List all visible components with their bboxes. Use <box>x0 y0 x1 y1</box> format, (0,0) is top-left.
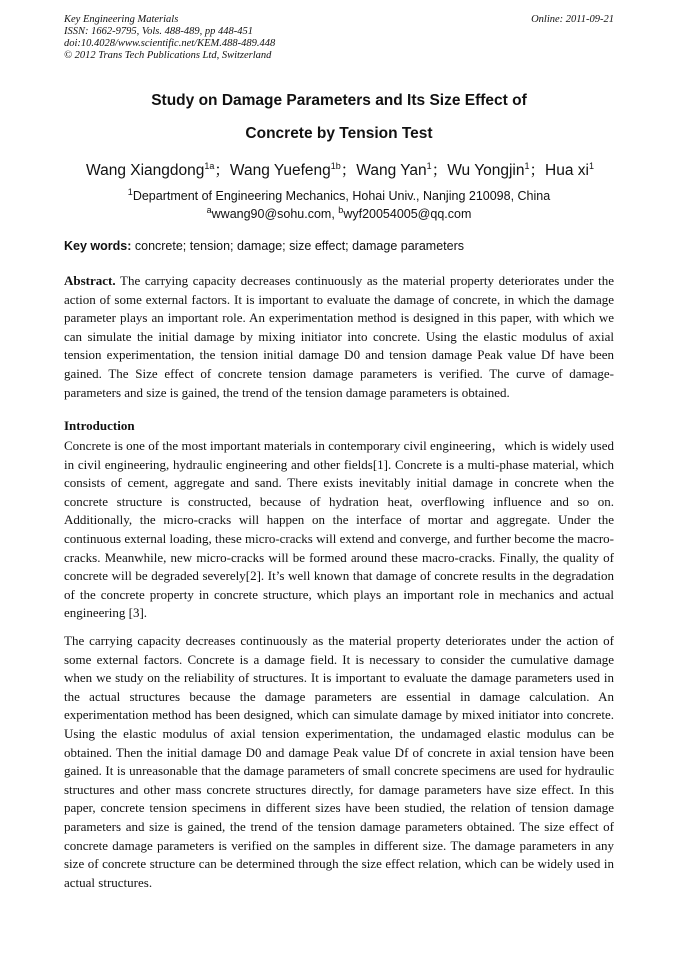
doi-line[interactable]: doi:10.4028/www.scientific.net/KEM.488-489.448 <box>64 38 276 49</box>
paper-title-line-2: Concrete by Tension Test <box>245 125 433 142</box>
online-date: Online: 2011-09-21 <box>531 14 614 25</box>
author-separator: ； <box>431 162 448 179</box>
introduction-paragraph-2: The carrying capacity decreases continuously as the material property deteriorates under the action of some external factors. Concrete is a damage field. It is necessary to consider the cumulative damage when we study on the reliability of structures. It is important to evaluate the damage parameters used in the actual structures because the damage parameters are essential in damage calculation. An experimentation method has been designed, which can simulate damage by mixed initiator into concrete. Using the elastic modulus of axial tension experimentation, the undamaged elastic modulus can be obtained. Then the initial damage D0 and damage Peak value Df of concrete in axial tension have been gained. It is unreasonable that the damage parameters of small concrete specimens are used for hydraulic structures and other mass concrete structures directly, for damage parameters have size effect. In this paper, concrete tension specimens in different sizes have been studied, the relation of tension damage parameters and size is gained, the trend of the tension damage parameters obtained. The size effect of concrete damage parameters is verified on the samples in different size. The damage parameters in any size of concrete structure can be determined through the size effect relation, which can be widely used in actual structures. <box>64 633 614 890</box>
journal-header <box>64 14 275 62</box>
author-separator: ； <box>340 162 357 179</box>
author-name: Wang Xiangdong <box>86 162 205 179</box>
affiliation-text: Department of Engineering Mechanics, Hohai Univ., Nanjing 210098, China <box>132 189 551 203</box>
author-separator: ； <box>214 162 230 179</box>
email-mark-b: b <box>338 204 344 215</box>
author-affiliation-mark: 1a <box>204 160 215 171</box>
section-heading-introduction: Introduction <box>64 418 135 433</box>
author-affiliation-mark: 1 <box>426 160 432 171</box>
introduction-paragraph-1: Concrete is one of the most important materials in contemporary civil engineering，which is widely used in civil engineering, hydraulic engineering and other fields[1]. Concrete is a multi-phase material, which consists of cement, aggregate and sand. There exists inevitably initial damage in concrete when the concrete structure is constructed, because of hydration heat, overflowing influence and so on. Additionally, the micro-cracks will happen on the interface of mortar and aggregate. Under the continuous external loading, these micro-cracks will extend and converge, and further become the macro-cracks. Meanwhile, new micro-cracks will be formed around these macro-cracks. Finally, the quality of concrete will be degraded severely[2]. It’s well known that damage of concrete results in the degradation of the concrete property in concrete structure, which plays an important role in mechanics and actual engineering [3]. <box>64 438 614 621</box>
journal-name: Key Engineering Materials <box>64 14 179 25</box>
author-name: Wang Yan <box>356 162 427 179</box>
email-a[interactable]: wwang90@sohu.com, <box>211 207 339 221</box>
paper-title-line-1: Study on Damage Parameters and Its Size Effect of <box>151 92 527 109</box>
keywords <box>64 239 624 253</box>
author-affiliation-mark: 1b <box>330 160 341 171</box>
author-list <box>40 158 640 180</box>
author-separator: ； <box>529 162 546 179</box>
abstract-label: Abstract. <box>64 273 116 288</box>
keywords-text: concrete; tension; damage; size effect; damage parameters <box>131 239 464 253</box>
author-affiliation-mark: 1 <box>588 160 594 171</box>
keywords-label: Key words: <box>64 239 132 253</box>
abstract-text: The carrying capacity decreases continuously as the material property deteriorates under the action of some external factors. It is important to evaluate the damage of concrete, in which the damage parameter plays an important role. An experimentation method is designed in this paper, with which we can simulate the initial damage by mixing initiator into concrete. Using the elastic modulus of axial tension experimentation, the tension initial damage D0 and tension damage Peak value Df have been gained. The Size effect of concrete tension damage parameters is verified. The curve of damage-parameters and size is gained, the trend of the tension damage parameters is obtained. <box>64 273 614 400</box>
issn-line: ISSN: 1662-9795, Vols. 488-489, pp 448-451 <box>64 26 253 37</box>
email-mark-a: a <box>206 204 212 215</box>
author-emails <box>64 204 614 221</box>
author-name: Hua xi <box>545 162 589 179</box>
affiliation <box>64 186 614 203</box>
affiliation-mark: 1 <box>127 186 133 197</box>
abstract <box>64 272 614 402</box>
author-name: Wang Yuefeng <box>229 162 331 179</box>
email-b[interactable]: wyf20054005@qq.com <box>343 207 472 221</box>
author-name: Wu Yongjin <box>447 162 525 179</box>
copyright-line: © 2012 Trans Tech Publications Ltd, Switzerland <box>64 50 272 61</box>
author-affiliation-mark: 1 <box>524 160 530 171</box>
